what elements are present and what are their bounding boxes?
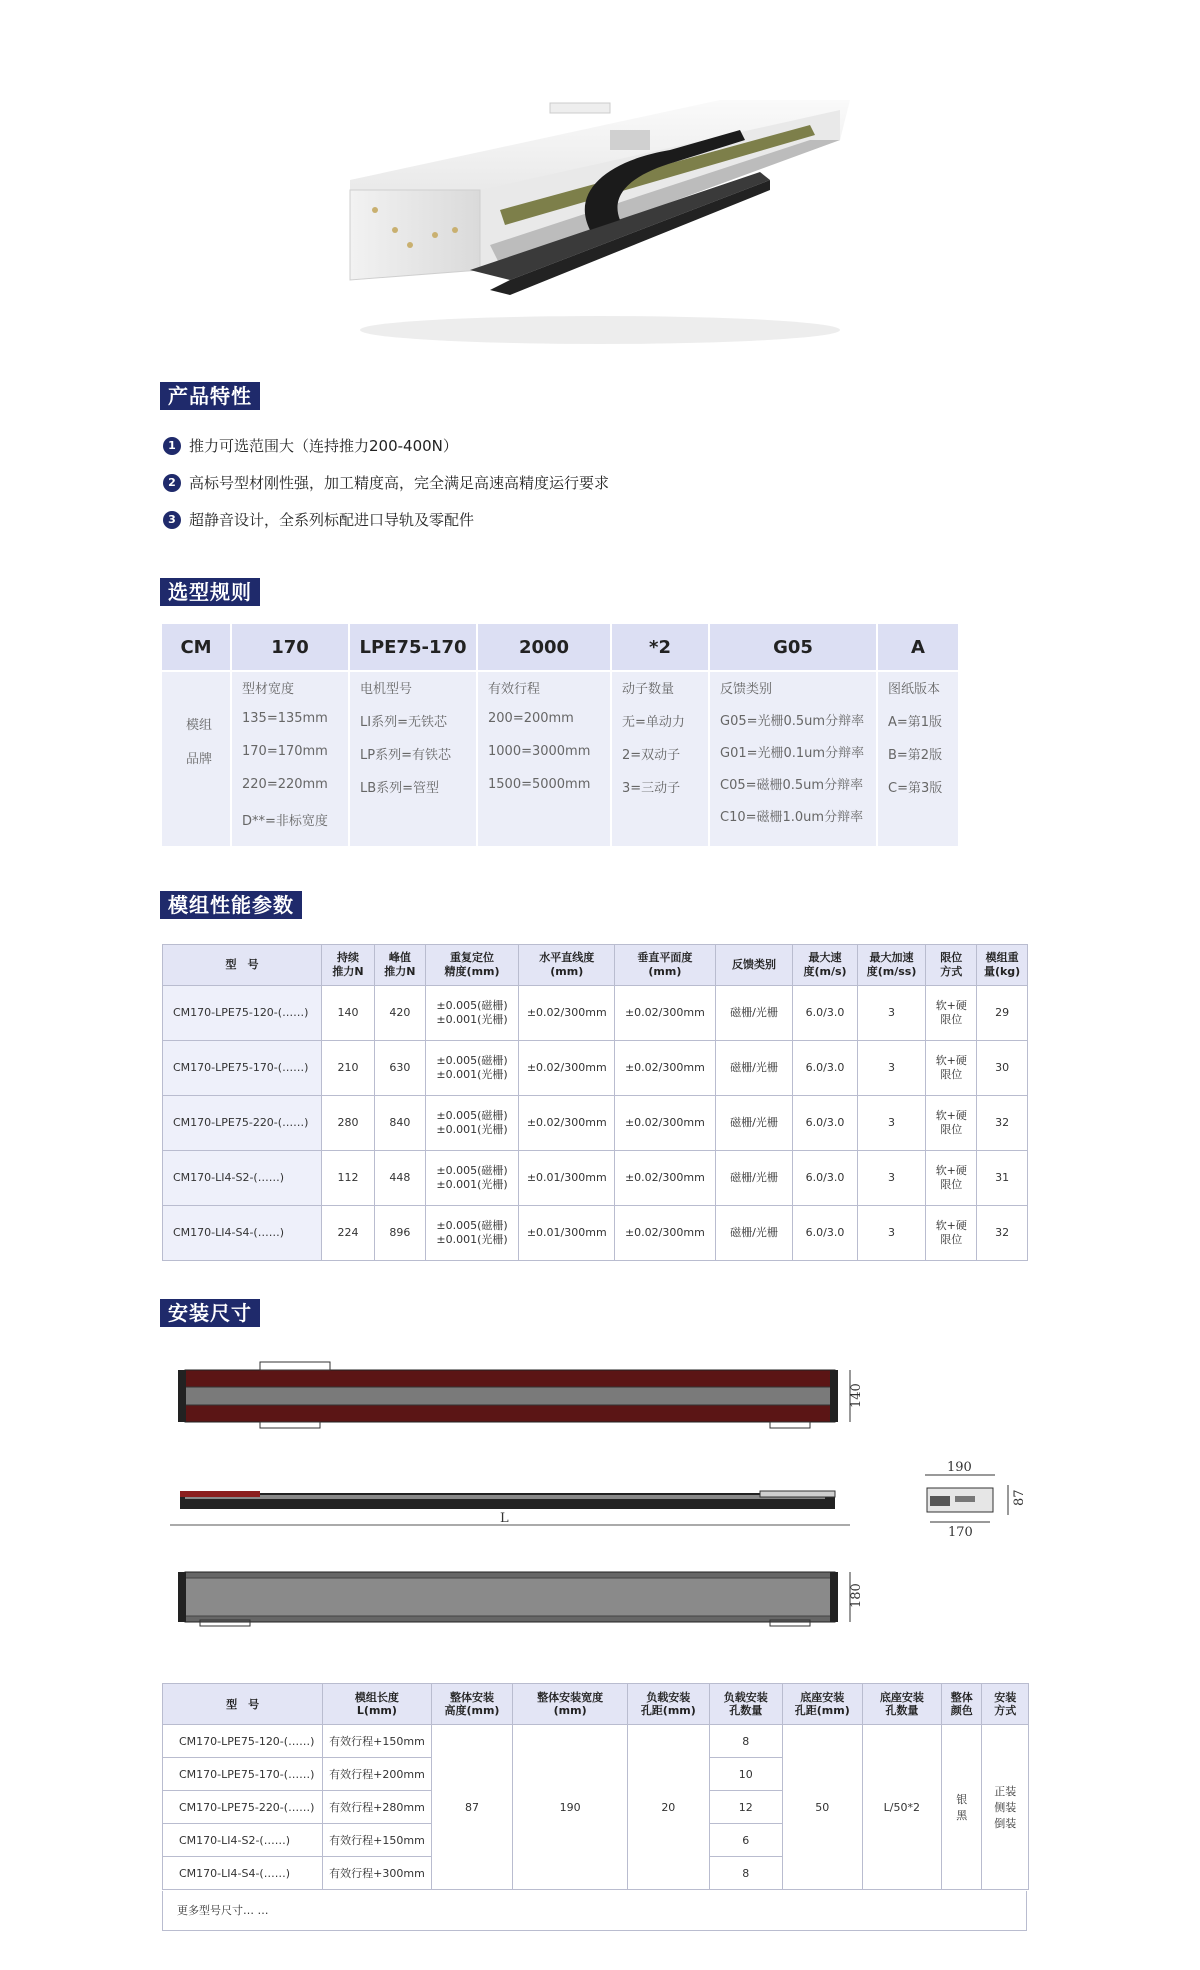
table-cell: 29: [977, 986, 1028, 1041]
column-header: 负载安装 孔距(mm): [628, 1684, 710, 1725]
more-models-note: 更多型号尺寸… …: [162, 1891, 1027, 1931]
model-cell: CM170-LI4-S4-(……): [163, 1206, 322, 1261]
selection-line: 2=双动子: [622, 748, 681, 763]
model-cell: CM170-LI4-S4-(……): [163, 1857, 323, 1890]
table-cell: 32: [977, 1096, 1028, 1151]
column-header: 型 号: [163, 1684, 323, 1725]
table-cell: 3: [857, 1206, 926, 1261]
table-cell: ±0.02/300mm: [519, 1041, 615, 1096]
selection-line: LB系列=管型: [360, 781, 440, 796]
table-cell: 630: [375, 1041, 426, 1096]
selection-line: 动子数量: [622, 682, 675, 697]
column-header: 模组长度 L(mm): [323, 1684, 432, 1725]
selection-line: G05=光栅0.5um分辩率: [720, 714, 865, 729]
selection-rules-table: [162, 624, 958, 846]
table-row: [163, 1151, 1028, 1206]
column-header: 底座安装 孔数量: [862, 1684, 942, 1725]
selection-line: G01=光栅0.1um分辩率: [720, 746, 865, 761]
selection-line: 电机型号: [360, 682, 413, 697]
length-cell: 有效行程+280mm: [323, 1791, 432, 1824]
selection-line: 品牌: [186, 752, 213, 767]
table-cell: 448: [375, 1151, 426, 1206]
column-header: 底座安装 孔距(mm): [782, 1684, 862, 1725]
column-header: 限位 方式: [926, 945, 977, 986]
dim-end-width-bottom: 170: [948, 1525, 973, 1540]
selection-line: D**=非标宽度: [242, 814, 328, 829]
table-cell: ±0.02/300mm: [519, 986, 615, 1041]
table-cell: ±0.005(磁栅) ±0.001(光栅): [425, 1096, 519, 1151]
dim-end-width-top: 190: [947, 1460, 972, 1475]
column-header: 反馈类别: [715, 945, 793, 986]
table-cell: ±0.02/300mm: [615, 1096, 715, 1151]
selection-line: C05=磁栅0.5um分辩率: [720, 778, 864, 793]
model-cell: CM170-LI4-S2-(……): [163, 1824, 323, 1857]
bottom-view: [178, 1572, 864, 1626]
column-header: 整体安装 高度(mm): [431, 1684, 513, 1725]
table-cell: 软+硬 限位: [926, 986, 977, 1041]
length-cell: 有效行程+150mm: [323, 1725, 432, 1758]
selection-column-stroke: [478, 624, 610, 846]
selection-head: A: [878, 624, 958, 670]
length-cell: 有效行程+150mm: [323, 1824, 432, 1857]
installation-drawing: [170, 1350, 1050, 1680]
table-cell: ±0.02/300mm: [519, 1096, 615, 1151]
merged-cell: 190: [513, 1725, 628, 1890]
merged-cell: 银 黑: [942, 1725, 982, 1890]
column-header: 型 号: [163, 945, 322, 986]
table-cell: 112: [322, 1151, 375, 1206]
feature-text: 高标号型材刚性强，加工精度高，完全满足高速高精度运行要求: [189, 474, 610, 492]
table-header-row: [163, 1684, 1029, 1725]
column-header: 峰值 推力N: [375, 945, 426, 986]
hole-count-cell: 8: [709, 1725, 782, 1758]
table-row: [163, 1096, 1028, 1151]
selection-line: LI系列=无铁芯: [360, 715, 447, 730]
model-cell: CM170-LPE75-170-(……): [163, 1041, 322, 1096]
hole-count-cell: 12: [709, 1791, 782, 1824]
selection-head: 170: [232, 624, 348, 670]
table-cell: 140: [322, 986, 375, 1041]
selection-line: 135=135mm: [242, 711, 328, 726]
table-header-row: [163, 945, 1028, 986]
table-cell: 磁栅/光栅: [715, 1151, 793, 1206]
table-cell: 磁栅/光栅: [715, 1096, 793, 1151]
selection-line: 220=220mm: [242, 777, 328, 792]
dim-top-height: 140: [849, 1383, 864, 1408]
end-view: [925, 1460, 1027, 1540]
column-header: 模组重 量(kg): [977, 945, 1028, 986]
section-title-installation: 安装尺寸: [160, 1299, 260, 1327]
installation-table: [162, 1683, 1029, 1890]
table-cell: 6.0/3.0: [793, 986, 857, 1041]
column-header: 水平直线度 (mm): [519, 945, 615, 986]
selection-line: 型材宽度: [242, 682, 295, 697]
table-cell: 896: [375, 1206, 426, 1261]
column-header: 整体安装宽度 (mm): [513, 1684, 628, 1725]
selection-line: 170=170mm: [242, 744, 328, 759]
merged-cell: 20: [628, 1725, 710, 1890]
selection-line: 图纸版本: [888, 682, 941, 697]
selection-line: 1000=3000mm: [488, 744, 591, 759]
table-cell: 280: [322, 1096, 375, 1151]
table-cell: ±0.02/300mm: [615, 1151, 715, 1206]
selection-head: LPE75-170: [350, 624, 476, 670]
dim-end-height: 87: [1012, 1489, 1027, 1506]
selection-line: 反馈类别: [720, 682, 773, 697]
model-cell: CM170-LPE75-220-(……): [163, 1096, 322, 1151]
selection-line: 3=三动子: [622, 781, 681, 796]
merged-cell: L/50*2: [862, 1725, 942, 1890]
table-cell: 软+硬 限位: [926, 1151, 977, 1206]
selection-head: CM: [162, 624, 230, 670]
column-header: 安装 方式: [982, 1684, 1029, 1725]
product-image: [340, 80, 860, 360]
selection-line: 200=200mm: [488, 711, 574, 726]
table-row: [163, 986, 1028, 1041]
table-cell: 软+硬 限位: [926, 1206, 977, 1261]
selection-line: C=第3版: [888, 781, 943, 796]
feature-text: 推力可选范围大（连持推力200-400N）: [189, 437, 458, 455]
table-cell: 840: [375, 1096, 426, 1151]
hole-count-cell: 8: [709, 1857, 782, 1890]
table-cell: ±0.01/300mm: [519, 1151, 615, 1206]
selection-column-width: [232, 624, 348, 846]
dim-bottom-height: 180: [849, 1583, 864, 1608]
section-title-selection: 选型规则: [160, 578, 260, 606]
side-view: [170, 1491, 850, 1526]
table-cell: ±0.01/300mm: [519, 1206, 615, 1261]
dim-length: L: [500, 1511, 509, 1526]
column-header: 垂直平面度 (mm): [615, 945, 715, 986]
model-cell: CM170-LPE75-120-(……): [163, 986, 322, 1041]
table-cell: 31: [977, 1151, 1028, 1206]
length-cell: 有效行程+300mm: [323, 1857, 432, 1890]
column-header: 最大加速 度(m/ss): [857, 945, 926, 986]
selection-line: 模组: [186, 718, 213, 733]
table-cell: ±0.02/300mm: [615, 986, 715, 1041]
model-cell: CM170-LI4-S2-(……): [163, 1151, 322, 1206]
table-cell: 3: [857, 1096, 926, 1151]
selection-line: 无=单动力: [622, 715, 685, 730]
table-cell: 3: [857, 1151, 926, 1206]
table-cell: 210: [322, 1041, 375, 1096]
table-cell: 软+硬 限位: [926, 1041, 977, 1096]
selection-column-motor: [350, 624, 476, 846]
column-header: 重复定位 精度(mm): [425, 945, 519, 986]
table-cell: ±0.005(磁栅) ±0.001(光栅): [425, 1206, 519, 1261]
model-cell: CM170-LPE75-120-(……): [163, 1725, 323, 1758]
feature-item: [163, 435, 458, 456]
selection-line: B=第2版: [888, 748, 943, 763]
table-cell: 磁栅/光栅: [715, 986, 793, 1041]
feature-item: [163, 509, 474, 530]
table-cell: 6.0/3.0: [793, 1096, 857, 1151]
column-header: 持续 推力N: [322, 945, 375, 986]
selection-line: C10=磁栅1.0um分辩率: [720, 810, 864, 825]
column-header: 负载安装 孔数量: [709, 1684, 782, 1725]
length-cell: 有效行程+200mm: [323, 1758, 432, 1791]
section-title-features: 产品特性: [160, 382, 260, 410]
table-row: [163, 1206, 1028, 1261]
model-cell: CM170-LPE75-170-(……): [163, 1758, 323, 1791]
table-row: [163, 1041, 1028, 1096]
table-cell: ±0.02/300mm: [615, 1041, 715, 1096]
section-title-performance: 模组性能参数: [160, 891, 302, 919]
merged-cell: 87: [431, 1725, 513, 1890]
table-cell: 30: [977, 1041, 1028, 1096]
table-cell: 224: [322, 1206, 375, 1261]
feature-text: 超静音设计，全系列标配进口导轨及零配件: [189, 511, 475, 529]
selection-column-movers: [612, 624, 708, 846]
table-cell: 420: [375, 986, 426, 1041]
selection-line: LP系列=有铁芯: [360, 748, 451, 763]
table-cell: 磁栅/光栅: [715, 1206, 793, 1261]
number-badge: 1: [163, 437, 181, 455]
table-cell: 6.0/3.0: [793, 1151, 857, 1206]
table-cell: ±0.02/300mm: [615, 1206, 715, 1261]
top-view: [178, 1362, 864, 1428]
column-header: 整体 颜色: [942, 1684, 982, 1725]
hole-count-cell: 10: [709, 1758, 782, 1791]
table-cell: 3: [857, 1041, 926, 1096]
selection-line: A=第1版: [888, 715, 943, 730]
feature-item: [163, 472, 609, 493]
table-cell: ±0.005(磁栅) ±0.001(光栅): [425, 1151, 519, 1206]
merged-cell: 正装 侧装 倒装: [982, 1725, 1029, 1890]
number-badge: 2: [163, 474, 181, 492]
performance-table: [162, 944, 1028, 1261]
selection-head: 2000: [478, 624, 610, 670]
table-cell: 软+硬 限位: [926, 1096, 977, 1151]
selection-column-brand: [162, 624, 230, 846]
selection-line: 1500=5000mm: [488, 777, 591, 792]
table-row: [163, 1725, 1029, 1758]
table-cell: ±0.005(磁栅) ±0.001(光栅): [425, 1041, 519, 1096]
hole-count-cell: 6: [709, 1824, 782, 1857]
column-header: 最大速 度(m/s): [793, 945, 857, 986]
table-cell: 6.0/3.0: [793, 1206, 857, 1261]
merged-cell: 50: [782, 1725, 862, 1890]
table-cell: 磁栅/光栅: [715, 1041, 793, 1096]
selection-column-feedback: [710, 624, 876, 846]
table-cell: 6.0/3.0: [793, 1041, 857, 1096]
table-cell: 3: [857, 986, 926, 1041]
table-cell: ±0.005(磁栅) ±0.001(光栅): [425, 986, 519, 1041]
selection-column-version: [878, 624, 958, 846]
selection-line: 有效行程: [488, 682, 541, 697]
number-badge: 3: [163, 511, 181, 529]
selection-head: G05: [710, 624, 876, 670]
selection-head: *2: [612, 624, 708, 670]
model-cell: CM170-LPE75-220-(……): [163, 1791, 323, 1824]
table-cell: 32: [977, 1206, 1028, 1261]
